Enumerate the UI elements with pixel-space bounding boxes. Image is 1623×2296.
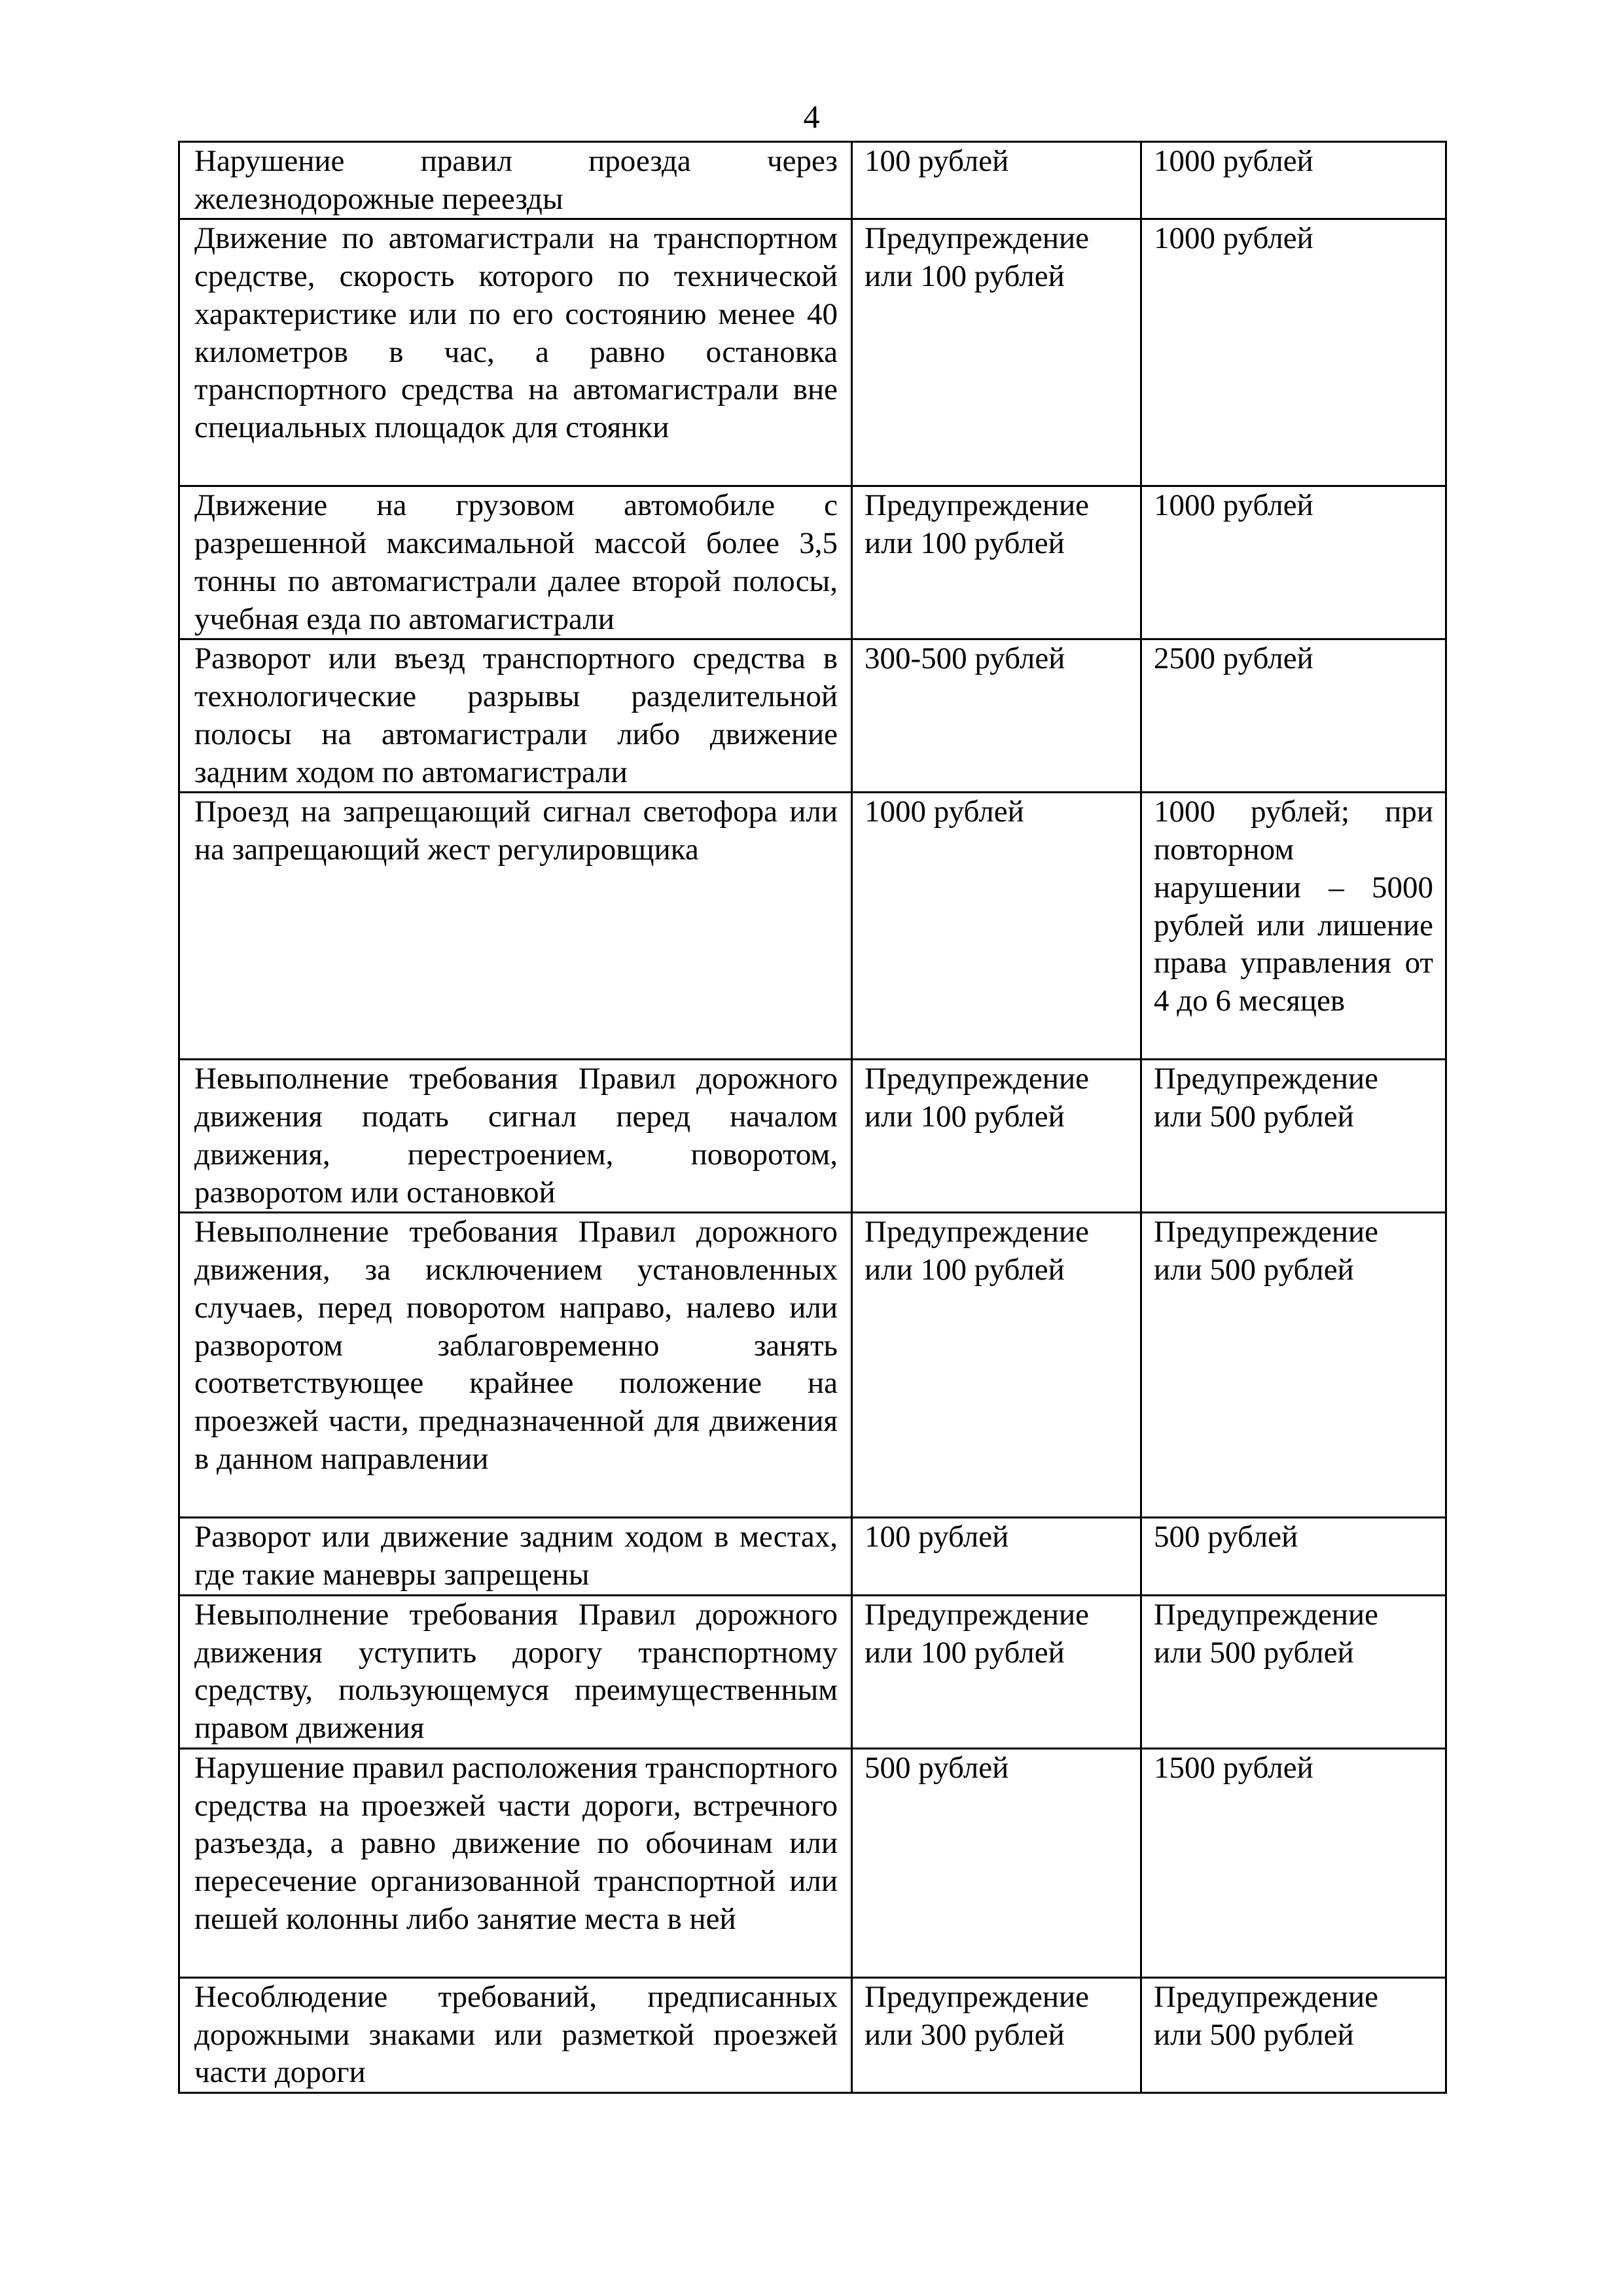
page-number: 4 <box>803 98 820 135</box>
table-row <box>179 1595 1446 1748</box>
table-row <box>179 1518 1446 1595</box>
penalty-new: 1000 рублей <box>1141 486 1446 639</box>
table-row <box>179 1213 1446 1518</box>
violation-description: Несоблюдение требований, предписанных дорожными знаками или разметкой проезжей части дороги <box>179 1977 852 2092</box>
violation-description: Движение на грузовом автомобиле с разрешенной максимальной массой более 3,5 тонны по автомагистрали далее второй полосы, учебная езда по автомагистрали <box>179 486 852 639</box>
violation-description: Невыполнение требования Правил дорожного движения уступить дорогу транспортному средству, пользующемуся преимущественным правом движения <box>179 1595 852 1748</box>
penalty-new: Предупреждение или 500 рублей <box>1141 1977 1446 2092</box>
violation-description: Разворот или въезд транспортного средства в технологические разрывы разделительной полосы на автомагистрали либо движение задним ходом по автомагистрали <box>179 639 852 793</box>
fines-table-body <box>179 142 1446 2093</box>
violation-description: Разворот или движение задним ходом в местах, где такие маневры запрещены <box>179 1518 852 1595</box>
table-row <box>179 219 1446 486</box>
penalty-new: 1000 рублей <box>1141 142 1446 219</box>
violation-description: Движение по автомагистрали на транспортном средстве, скорость которого по технической характеристике или по его состоянию менее 40 километров в час, а равно остановка транспортного средства на автомагистрали вне специальных площадок для стоянки <box>179 219 852 486</box>
table-row <box>179 1060 1446 1213</box>
penalty-new: 500 рублей <box>1141 1518 1446 1595</box>
violation-description: Невыполнение требования Правил дорожного движения подать сигнал перед началом движения, перестроением, поворотом, разворотом или остановкой <box>179 1060 852 1213</box>
penalty-old: Предупреждение или 100 рублей <box>852 1595 1141 1748</box>
penalty-old: Предупреждение или 100 рублей <box>852 486 1141 639</box>
table-row <box>179 793 1446 1060</box>
fines-table <box>178 141 1447 2094</box>
penalty-old: 500 рублей <box>852 1748 1141 1977</box>
table-row <box>179 1748 1446 1977</box>
penalty-old: 300-500 рублей <box>852 639 1141 793</box>
table-row <box>179 142 1446 219</box>
penalty-new: 1000 рублей <box>1141 219 1446 486</box>
penalty-old: 100 рублей <box>852 142 1141 219</box>
violation-description: Нарушение правил проезда через железнодорожные переезды <box>179 142 852 219</box>
penalty-new: 2500 рублей <box>1141 639 1446 793</box>
penalty-new: 1500 рублей <box>1141 1748 1446 1977</box>
penalty-old: 100 рублей <box>852 1518 1141 1595</box>
violation-description: Нарушение правил расположения транспортного средства на проезжей части дороги, встречного разъезда, а равно движение по обочинам или пересечение организованной транспортной или пешей колонны либо занятие места в ней <box>179 1748 852 1977</box>
penalty-new: Предупреждение или 500 рублей <box>1141 1595 1446 1748</box>
penalty-old: Предупреждение или 100 рублей <box>852 1213 1141 1518</box>
penalty-old: Предупреждение или 100 рублей <box>852 1060 1141 1213</box>
violation-description: Проезд на запрещающий сигнал светофора или на запрещающий жест регулировщика <box>179 793 852 1060</box>
table-row <box>179 486 1446 639</box>
penalty-old: Предупреждение или 100 рублей <box>852 219 1141 486</box>
table-row <box>179 1977 1446 2092</box>
penalty-new: Предупреждение или 500 рублей <box>1141 1060 1446 1213</box>
table-row <box>179 639 1446 793</box>
penalty-old: Предупреждение или 300 рублей <box>852 1977 1141 2092</box>
penalty-new: 1000 рублей; при повторном нарушении – 5000 рублей или лишение права управления от 4 до 6 месяцев <box>1141 793 1446 1060</box>
penalty-new: Предупреждение или 500 рублей <box>1141 1213 1446 1518</box>
violation-description: Невыполнение требования Правил дорожного движения, за исключением установленных случаев, перед поворотом направо, налево или разворотом заблаговременно занять соответствующее крайнее положение на проезжей части, предназначенной для движения в данном направлении <box>179 1213 852 1518</box>
penalty-old: 1000 рублей <box>852 793 1141 1060</box>
